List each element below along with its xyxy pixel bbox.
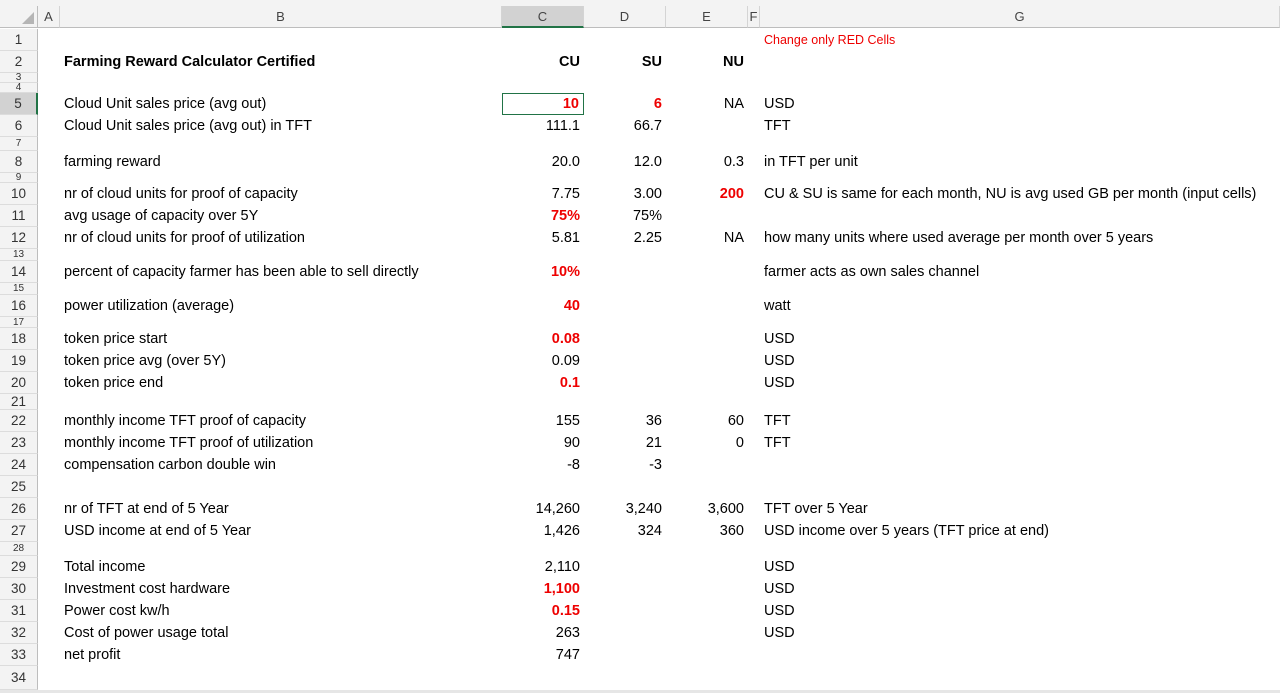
row-header[interactable]: 11 [0, 205, 38, 227]
cell-b8[interactable]: farming reward [64, 154, 161, 170]
cell-d23[interactable]: 21 [645, 435, 662, 451]
row-header[interactable]: 19 [0, 350, 38, 372]
row-34 [0, 666, 1280, 690]
cell-d2[interactable]: SU [641, 54, 662, 70]
row-header[interactable]: 13 [0, 249, 38, 261]
cell-c23[interactable]: 90 [563, 435, 580, 451]
cell-c8[interactable]: 20.0 [551, 154, 580, 170]
row-header[interactable]: 30 [0, 578, 38, 600]
cell-d26[interactable]: 3,240 [625, 501, 662, 517]
cell-g14[interactable]: farmer acts as own sales channel [764, 264, 980, 280]
column-header-e[interactable]: E [666, 6, 748, 28]
row-header[interactable]: 2 [0, 51, 38, 73]
row-25 [0, 476, 1280, 498]
cell-d12[interactable]: 2.25 [633, 230, 662, 246]
row-29 [0, 556, 1280, 578]
column-header-d[interactable]: D [584, 6, 666, 28]
cell-b5[interactable]: Cloud Unit sales price (avg out) [64, 96, 267, 112]
row-header[interactable]: 20 [0, 372, 38, 394]
cell-c5[interactable]: 10 [502, 93, 584, 115]
row-header[interactable]: 29 [0, 556, 38, 578]
cell-b2[interactable]: Farming Reward Calculator Certified [64, 54, 316, 70]
row-header[interactable]: 15 [0, 283, 38, 295]
row-21 [0, 394, 1280, 410]
cell-c2[interactable]: CU [559, 54, 580, 70]
cell-g12[interactable]: how many units where used average per month over 5 years [764, 230, 1154, 246]
cell-b29[interactable]: Total income [64, 559, 146, 575]
cell-g8[interactable]: in TFT per unit [764, 154, 858, 170]
row-header[interactable]: 27 [0, 520, 38, 542]
row-header[interactable]: 5 [0, 93, 38, 115]
cell-g30[interactable]: USD [764, 581, 795, 597]
cell-b30[interactable]: Investment cost hardware [64, 581, 231, 597]
cell-b31[interactable]: Power cost kw/h [64, 603, 170, 619]
cell-e5[interactable]: NA [723, 96, 744, 112]
cell-b32[interactable]: Cost of power usage total [64, 625, 229, 641]
cell-c26[interactable]: 14,260 [535, 501, 580, 517]
cell-b33[interactable]: net profit [64, 647, 121, 663]
row-header[interactable]: 7 [0, 137, 38, 151]
row-9 [0, 173, 1280, 183]
row-28 [0, 542, 1280, 556]
cell-g29[interactable]: USD [764, 559, 795, 575]
cell-b10[interactable]: nr of cloud units for proof of capacity [64, 186, 298, 202]
cell-c27[interactable]: 1,426 [543, 523, 580, 539]
cell-e8[interactable]: 0.3 [723, 154, 744, 170]
row-header[interactable]: 9 [0, 173, 38, 183]
cell-c20[interactable]: 0.1 [559, 375, 580, 391]
row-18 [0, 328, 1280, 350]
cell-d10[interactable]: 3.00 [633, 186, 662, 202]
row-12 [0, 227, 1280, 249]
column-header-f[interactable]: F [748, 6, 760, 28]
cell-c22[interactable]: 155 [555, 413, 580, 429]
row-17 [0, 317, 1280, 328]
row-13 [0, 249, 1280, 261]
cell-b26[interactable]: nr of TFT at end of 5 Year [64, 501, 229, 517]
cell-c12[interactable]: 5.81 [551, 230, 580, 246]
row-2 [0, 51, 1280, 73]
cell-e23[interactable]: 0 [735, 435, 744, 451]
cell-b12[interactable]: nr of cloud units for proof of utilization [64, 230, 305, 246]
row-24 [0, 454, 1280, 476]
row-30 [0, 578, 1280, 600]
cell-c10[interactable]: 7.75 [551, 186, 580, 202]
cell-c19[interactable]: 0.09 [551, 353, 580, 369]
cell-g31[interactable]: USD [764, 603, 795, 619]
cell-c29[interactable]: 2,110 [544, 559, 580, 575]
cell-g20[interactable]: USD [764, 375, 795, 391]
row-31 [0, 600, 1280, 622]
row-header[interactable]: 8 [0, 151, 38, 173]
cell-b24[interactable]: compensation carbon double win [64, 457, 276, 473]
row-header[interactable]: 24 [0, 454, 38, 476]
column-header-a[interactable]: A [38, 6, 60, 28]
column-header-c[interactable]: C [502, 6, 584, 28]
row-16 [0, 295, 1280, 317]
row-15 [0, 283, 1280, 295]
select-all-button[interactable] [0, 6, 38, 28]
row-5 [0, 93, 1280, 115]
cell-b18[interactable]: token price start [64, 331, 168, 347]
cell-e22[interactable]: 60 [727, 413, 744, 429]
row-header[interactable]: 22 [0, 410, 38, 432]
row-header[interactable]: 26 [0, 498, 38, 520]
cell-d27[interactable]: 324 [637, 523, 662, 539]
cell-e26[interactable]: 3,600 [707, 501, 744, 517]
cell-d24[interactable]: -3 [649, 457, 662, 473]
row-header[interactable]: 16 [0, 295, 38, 317]
row-1 [0, 29, 1280, 51]
row-26 [0, 498, 1280, 520]
row-6 [0, 115, 1280, 137]
row-header[interactable]: 10 [0, 183, 38, 205]
row-header[interactable]: 18 [0, 328, 38, 350]
cell-g16[interactable]: watt [764, 298, 791, 314]
row-32 [0, 622, 1280, 644]
cell-e10[interactable]: 200 [719, 186, 744, 202]
column-header-b[interactable]: B [60, 6, 502, 28]
cell-c30[interactable]: 1,100 [543, 581, 580, 597]
cell-g1[interactable]: Change only RED Cells [764, 33, 896, 47]
cell-g26[interactable]: TFT over 5 Year [764, 501, 868, 517]
row-header[interactable]: 32 [0, 622, 38, 644]
cell-d6[interactable]: 66.7 [633, 118, 662, 134]
row-header[interactable]: 12 [0, 227, 38, 249]
cell-b16[interactable]: power utilization (average) [64, 298, 235, 314]
cell-e12[interactable]: NA [723, 230, 744, 246]
cell-b27[interactable]: USD income at end of 5 Year [64, 523, 252, 539]
cell-g22[interactable]: TFT [764, 413, 791, 429]
row-header[interactable]: 4 [0, 83, 38, 93]
row-header[interactable]: 25 [0, 476, 38, 498]
row-header[interactable]: 21 [0, 394, 38, 410]
cell-b20[interactable]: token price end [64, 375, 164, 391]
cell-g18[interactable]: USD [764, 331, 795, 347]
row-header[interactable]: 34 [0, 666, 38, 690]
row-header[interactable]: 23 [0, 432, 38, 454]
cell-e2[interactable]: NU [723, 54, 744, 70]
cell-g23[interactable]: TFT [764, 435, 791, 451]
row-header[interactable]: 33 [0, 644, 38, 666]
cell-g27[interactable]: USD income over 5 years (TFT price at end) [764, 523, 1049, 539]
cell-b22[interactable]: monthly income TFT proof of capacity [64, 413, 307, 429]
cell-g10[interactable]: CU & SU is same for each month, NU is avg used GB per month (input cells) [764, 186, 1257, 202]
cell-g32[interactable]: USD [764, 625, 795, 641]
row-14 [0, 261, 1280, 283]
cell-b14[interactable]: percent of capacity farmer has been able to sell directly [64, 264, 419, 280]
cell-b19[interactable]: token price avg (over 5Y) [64, 353, 226, 369]
row-22 [0, 410, 1280, 432]
cell-c24[interactable]: -8 [567, 457, 580, 473]
cell-g5[interactable]: USD [764, 96, 795, 112]
row-header[interactable]: 31 [0, 600, 38, 622]
row-header[interactable]: 1 [0, 29, 38, 51]
row-19 [0, 350, 1280, 372]
row-33 [0, 644, 1280, 666]
cell-c16[interactable]: 40 [563, 298, 580, 314]
row-header[interactable]: 6 [0, 115, 38, 137]
column-header-g[interactable]: G [760, 6, 1280, 28]
cell-b23[interactable]: monthly income TFT proof of utilization [64, 435, 314, 451]
cell-d8[interactable]: 12.0 [633, 154, 662, 170]
row-27 [0, 520, 1280, 542]
cell-c33[interactable]: 747 [555, 647, 580, 663]
cell-b6[interactable]: Cloud Unit sales price (avg out) in TFT [64, 118, 312, 134]
row-header[interactable]: 3 [0, 73, 38, 83]
row-10 [0, 183, 1280, 205]
row-7 [0, 137, 1280, 151]
cell-d5[interactable]: 6 [653, 96, 662, 112]
row-header[interactable]: 14 [0, 261, 38, 283]
cell-g6[interactable]: TFT [764, 118, 791, 134]
row-8 [0, 151, 1280, 173]
row-20 [0, 372, 1280, 394]
cell-b11[interactable]: avg usage of capacity over 5Y [64, 208, 259, 224]
cell-c11[interactable]: 75% [550, 208, 580, 224]
row-3 [0, 73, 1280, 83]
cell-c31[interactable]: 0.15 [551, 603, 580, 619]
row-header[interactable]: 17 [0, 317, 38, 328]
cell-c6[interactable]: 111.1 [545, 118, 580, 134]
cell-g19[interactable]: USD [764, 353, 795, 369]
cell-d22[interactable]: 36 [645, 413, 662, 429]
cell-c18[interactable]: 0.08 [551, 331, 580, 347]
cell-d11[interactable]: 75% [632, 208, 662, 224]
cell-c32[interactable]: 263 [555, 625, 580, 641]
cell-e27[interactable]: 360 [719, 523, 744, 539]
row-23 [0, 432, 1280, 454]
row-11 [0, 205, 1280, 227]
row-4 [0, 83, 1280, 93]
cell-c14[interactable]: 10% [550, 264, 580, 280]
row-header[interactable]: 28 [0, 542, 38, 556]
